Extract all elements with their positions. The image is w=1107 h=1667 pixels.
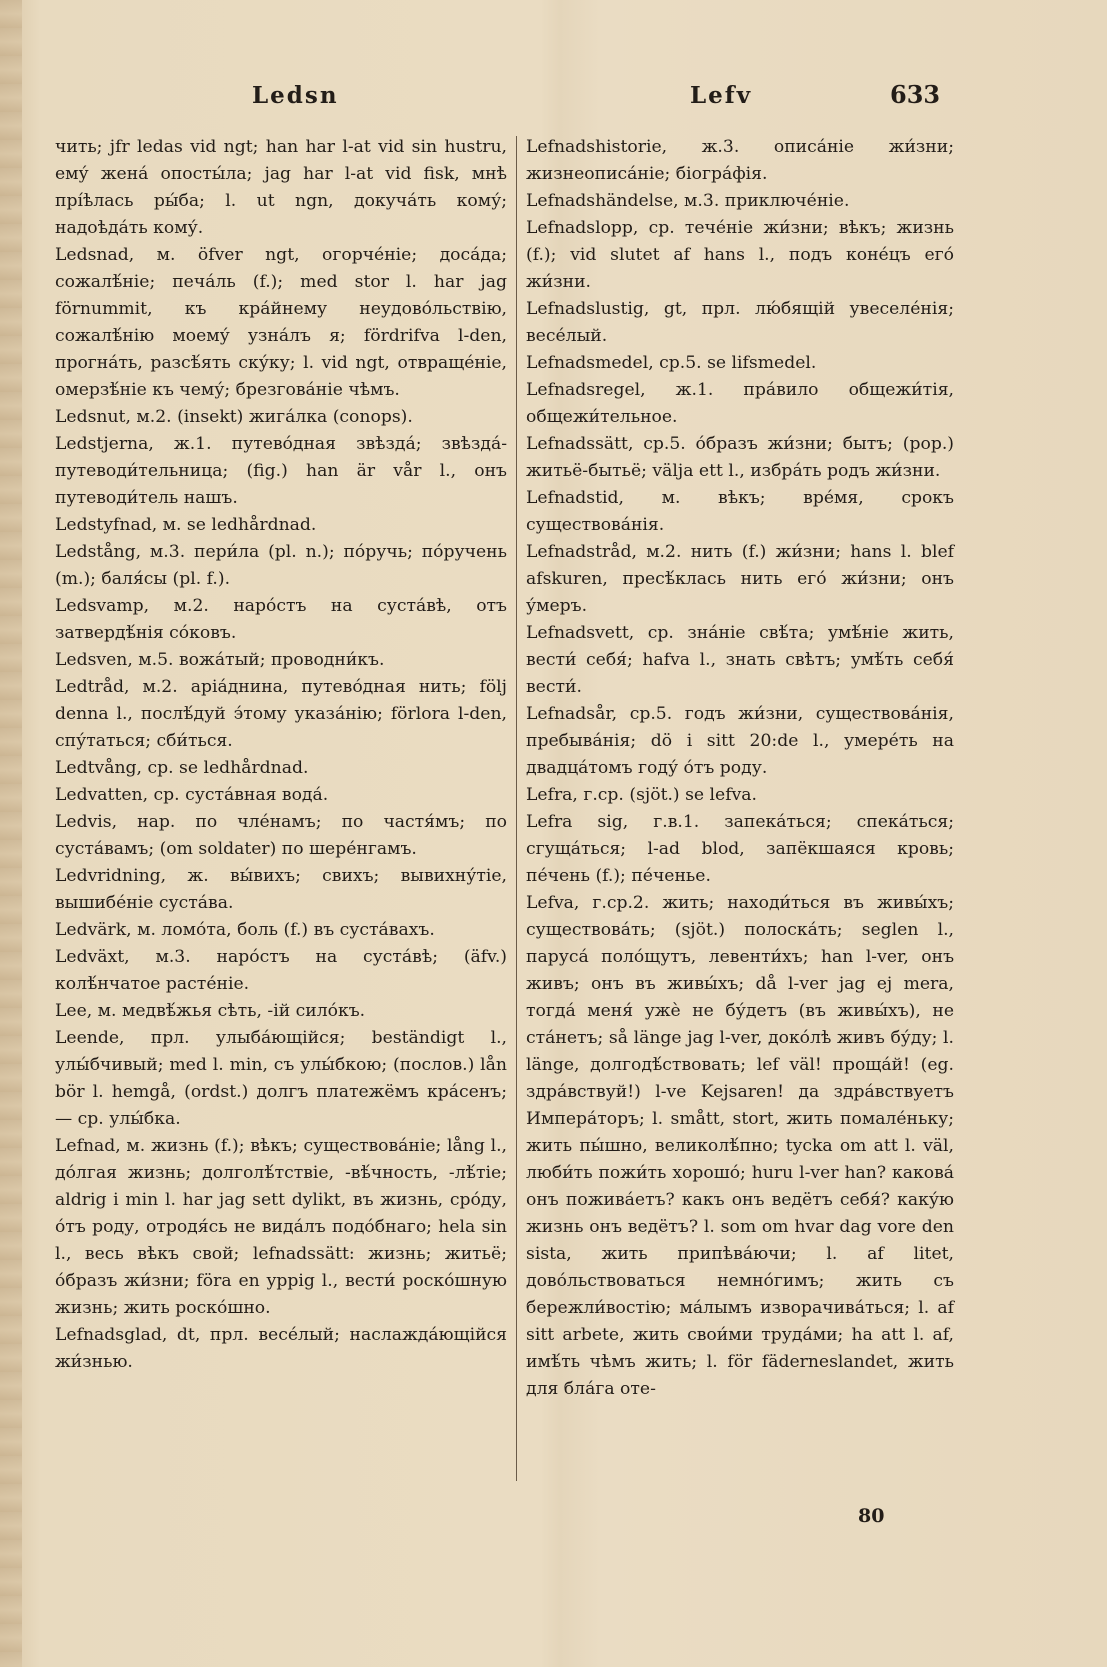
column-divider <box>516 136 517 1481</box>
entry: Lefnadsmedel, ср.5. se lifsmedel. <box>526 353 817 373</box>
entry: Lefnadshändelse, м.3. приключе́ніе. <box>526 191 850 211</box>
entry: Lefnadslustig, gt, прл. лю́бящій увеселе́нія; весе́лый. <box>526 299 954 346</box>
entry: Ledstjerna, ж.1. путево́дная звѣзда́; звѣзда́-путеводи́тельница; (fig.) han är vår l., онъ путеводи́тель нашъ. <box>55 434 507 508</box>
right-guide-word: Lefv <box>690 82 753 109</box>
entry: Ledvatten, ср. суста́вная вода́. <box>55 785 329 805</box>
entry: Lefnadsregel, ж.1. пра́вило общежи́тія, общежи́тельное. <box>526 380 954 427</box>
entry: Lefnadsglad, dt, прл. весе́лый; наслажда́ющійся жи́знью. <box>55 1325 507 1372</box>
entry: Ledsven, м.5. вожа́тый; проводни́къ. <box>55 650 385 670</box>
entry: Lefnadssätt, ср.5. о́бразъ жи́зни; бытъ; (pop.) житьё-бытьё; välja ett l., избра́ть родъ жи́зни. <box>526 434 954 481</box>
entry: Ledsvamp, м.2. наро́стъ на суста́вѣ, отъ затвердѣ́нія со́ковъ. <box>55 596 507 643</box>
entry: Ledstång, м.3. пери́ла (pl. n.); по́ручь; по́ручень (m.); баля́сы (pl. f.). <box>55 542 507 589</box>
entry: Ledvridning, ж. вы́вихъ; свихъ; вывихну́тіе, вышибе́ніе суста́ва. <box>55 866 507 913</box>
entry: Lefnadshistorie, ж.3. описа́ніе жи́зни; жизнеописа́ніе; біогра́фія. <box>526 137 954 184</box>
entry: Lefnadslopp, ср. тече́ніе жи́зни; вѣкъ; жизнь (f.); vid slutet af hans l., подъ коне́цъ его́ жи́зни. <box>526 218 954 292</box>
entry: Lee, м. медвѣ́жья сѣть, -ій сило́къ. <box>55 1001 366 1021</box>
entry: Ledsnad, м. öfver ngt, огорче́ніе; доса́да; сожалѣ́ніе; печа́ль (f.); med stor l. har jag förnummit, къ кра́йнему неудово́льствію, сожалѣ́нію моему́ узна́лъ я; fördrifva l-den, прогна́ть, разсѣ́ять ску́ку; l. vid ngt, отвраще́ніе, омерзѣ́ніе къ чему́; брезгова́ніе чѣмъ. <box>55 245 507 400</box>
entry: чить; jfr ledas vid ngt; han har l-at vid sin hustru, ему́ жена́ опосты́ла; jag har l-at vid fisk, мнѣ прі́ѣлась ры́ба; l. ut ngn, докуча́ть кому́; надоѣда́ть кому́. <box>55 137 507 238</box>
right-column <box>526 134 954 1403</box>
entry: Lefnad, м. жизнь (f.); вѣкъ; существова́ніе; lång l., до́лгая жизнь; долголѣ́тствіе, -вѣ́чность, -лѣ́тіе; aldrig i min l. har jag sett dylikt, въ жизнь, сро́ду, о́тъ роду, отродя́сь не вида́лъ подо́бнаго; hela sin l., весь вѣкъ свой; lefnadssätt: жизнь; житьё; о́бразъ жи́зни; föra en yppig l., вести́ роско́шную жизнь; жить роско́шно. <box>55 1136 507 1318</box>
page-number: 633 <box>890 80 941 109</box>
entry: Ledvärk, м. ломо́та, боль (f.) въ суста́вахъ. <box>55 920 435 940</box>
entry: Ledvis, нар. по чле́намъ; по частя́мъ; по суста́вамъ; (om soldater) по шере́нгамъ. <box>55 812 507 859</box>
entry: Lefra sig, г.в.1. запека́ться; спека́ться; сгуща́ться; l-ad blod, запёкшаяся кровь; пе́чень (f.); пе́ченье. <box>526 812 954 886</box>
entry: Lefnadsvett, ср. зна́ніе свѣ́та; умѣ́ніе жить, вести́ себя́; hafva l., знать свѣтъ; умѣ́ть себя́ вести́. <box>526 623 954 697</box>
page-edge <box>0 0 22 1667</box>
entry: Ledväxt, м.3. наро́стъ на суста́вѣ; (äfv.) колѣ́нчатое расте́ніе. <box>55 947 507 994</box>
entry: Lefva, г.ср.2. жить; находи́ться въ живы́хъ; существова́ть; (sjöt.) полоска́ть; seglen l., паруса́ поло́щутъ, левенти́хъ; han l-ver, онъ живъ; онъ въ живы́хъ; då l-ver jag ej mera, тогда́ меня́ ужѐ не бу́детъ (въ живы́хъ), не ста́нетъ; så länge jag l-ver, доко́лѣ живъ бу́ду; l. länge, долгодѣ́ствовать; lef väl! проща́й! (eg. здра́вствуй!) l-ve Kejsaren! да здра́вствуетъ Импера́торъ; l. smått, stort, жить помале́ньку; жить пы́шно, великолѣ́пно; tycka om att l. väl, люби́ть пожи́ть хорошо́; huru l-ver han? какова́ онъ пожива́етъ? какъ онъ ведётъ себя́? каку́ю жизнь онъ ведётъ? l. som om hvar dag vore den sista, жить припѣва́ючи; l. af litet, дово́льствоваться немно́гимъ; жить съ бережли́востію; ма́лымъ изворачива́ться; l. af sitt arbete, жить свои́ми труда́ми; ha att l. af, имѣ́ть чѣмъ жить; l. för fäderneslandet, жить для бла́га оте- <box>526 893 954 1399</box>
entry: Ledsnut, м.2. (insekt) жига́лка (conops). <box>55 407 413 427</box>
entry: Leende, прл. улыба́ющійся; beständigt l., улы́бчивый; med l. min, съ улы́бкою; (послов.) lån bör l. hemgå, (ordst.) долгъ платежёмъ кра́сенъ; — ср. улы́бка. <box>55 1028 507 1129</box>
entry: Ledtråd, м.2. аріа́днина, путево́дная нить; följ denna l., послѣ́дуй э́тому указа́нію; förlora l-den, спу́таться; сби́ться. <box>55 677 507 751</box>
entry: Lefnadsår, ср.5. годъ жи́зни, существова́нія, пребыва́нія; dö i sitt 20:de l., умере́ть на двадца́томъ году́ о́тъ роду. <box>526 704 954 778</box>
entry: Ledtvång, ср. se ledhårdnad. <box>55 758 309 778</box>
entry: Lefra, г.ср. (sjöt.) se lefva. <box>526 785 758 805</box>
signature-mark: 80 <box>858 1505 885 1527</box>
entry: Lefnadstid, м. вѣкъ; вре́мя, срокъ существова́нія. <box>526 488 954 535</box>
left-column <box>55 134 507 1376</box>
left-guide-word: Ledsn <box>252 82 339 109</box>
entry: Lefnadstråd, м.2. нить (f.) жи́зни; hans l. blef afskuren, пресѣ́клась нить его́ жи́зни; онъ у́меръ. <box>526 542 954 616</box>
entry: Ledstyfnad, м. se ledhårdnad. <box>55 515 317 535</box>
